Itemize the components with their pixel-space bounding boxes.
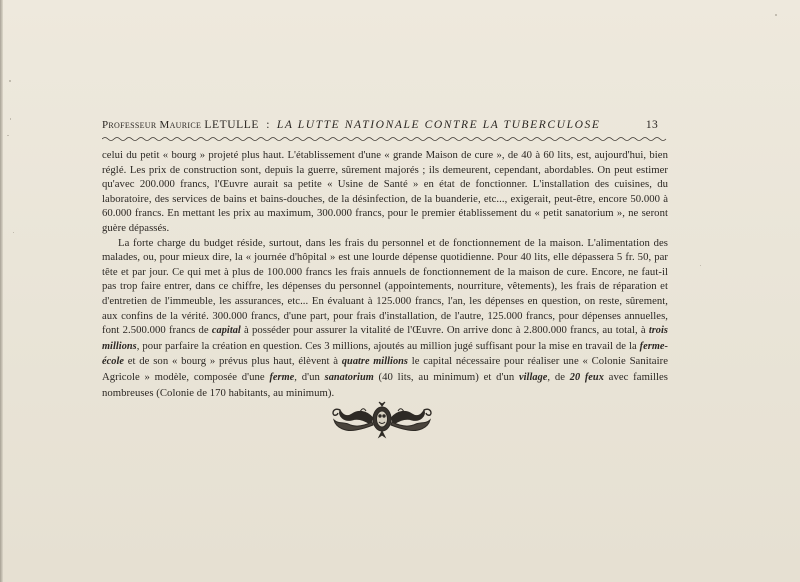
emphasis-run: village <box>519 371 548 383</box>
text-run: celui du petit « bourg » projeté plus haut. L'établissement d'une « grande Maison de cure », de 40 à 60 lits, est, aujourd'hui, bien réglé. Les prix de construction sont, depuis la guerre, sûrement majorés ; ils demeurent, cependant, abordables. On peut estimer qu'avec 200.000 francs, l'Œuvre aurait sa petite « Usine de Santé » en état de fonctionner. L'installation des cuisines, du laboratoire, des services de bains et bains-douches, de la désinfection, de la buanderie, etc..., exigerait, peut-être, encore 50.000 à 60.000 francs. En mettant les prix au maximum, 300.000 francs, pour le premier établissement du « petit sanatorium », ne seront guère dépassés. <box>102 149 668 234</box>
author-name: LETULLE <box>204 119 260 131</box>
paragraph <box>102 236 668 401</box>
text-run: La forte charge du budget réside, surtout, dans les frais du personnel et de fonctionnement de la maison. L'alimentation des malades, ou, pour mieux dire, la « journée d'hôpital » est une lourde dépense quotidienne. Pour 40 lits, elle dépassera 5 fr. 50, par tête et par jour. Ce qui met à plus de 100.000 francs les frais annuels de fonctionnement de la maison de cure. Encore, ne faut-il pas trop faire entrer, dans ce chiffre, les dépenses du personnel (appointements, nourriture, vêtements), les frais de réparation et d'entretien de l'immeuble, les assurances, etc... En évaluant à 125.000 francs, l'an, les dépenses en question, on reste, sûrement, aux confins de la vérité. 300.000 francs, d'une part, pour frais d'installation, de l'autre, 125.000 francs, pour dépenses annuelles, font 2.500.000 francs de <box>102 236 668 337</box>
emphasis-run: capital <box>211 325 241 337</box>
emphasis-run: ferme-école <box>102 340 668 368</box>
running-header <box>102 119 668 135</box>
text-run: le capital nécessaire pour réaliser une « Colonie Sanitaire Agricole » modèle, composée d'une <box>102 355 669 383</box>
page-number: 13 <box>645 119 658 131</box>
text-run: , d'un <box>294 370 325 383</box>
emphasis-run: ferme <box>269 371 295 383</box>
author-prefix: Professeur Maurice <box>102 119 202 131</box>
body-text <box>102 148 668 400</box>
header-separator: : <box>266 119 270 131</box>
text-run: , pour parfaire la création en question. Ces 3 millions, ajoutés au million jugé suffisant pour la mise en travail de la <box>136 339 640 352</box>
text-run: et de son « bourg » prévus plus haut, élèvent à <box>123 355 342 368</box>
page-edge <box>0 0 3 582</box>
emphasis-run: trois millions <box>102 325 668 352</box>
running-title: LA LUTTE NATIONALE CONTRE LA TUBERCULOSE <box>276 119 601 131</box>
tailpiece-ornament-icon <box>330 400 434 440</box>
text-run: (40 lits, au minimum) et d'un <box>373 370 520 383</box>
header-rule <box>102 135 668 143</box>
emphasis-run: sanatorium <box>324 371 374 383</box>
paragraph <box>102 148 668 236</box>
emphasis-run: quatre millions <box>341 356 408 368</box>
emphasis-run: 20 feux <box>569 371 604 383</box>
text-run: à posséder pour assurer la vitalité de l'Œuvre. On arrive donc à 2.800.000 francs, au total, à <box>240 324 649 337</box>
text-run: avec familles nombreuses (Colonie de 170 habitants, au minimum). <box>102 370 668 399</box>
text-run: , de <box>547 370 570 383</box>
